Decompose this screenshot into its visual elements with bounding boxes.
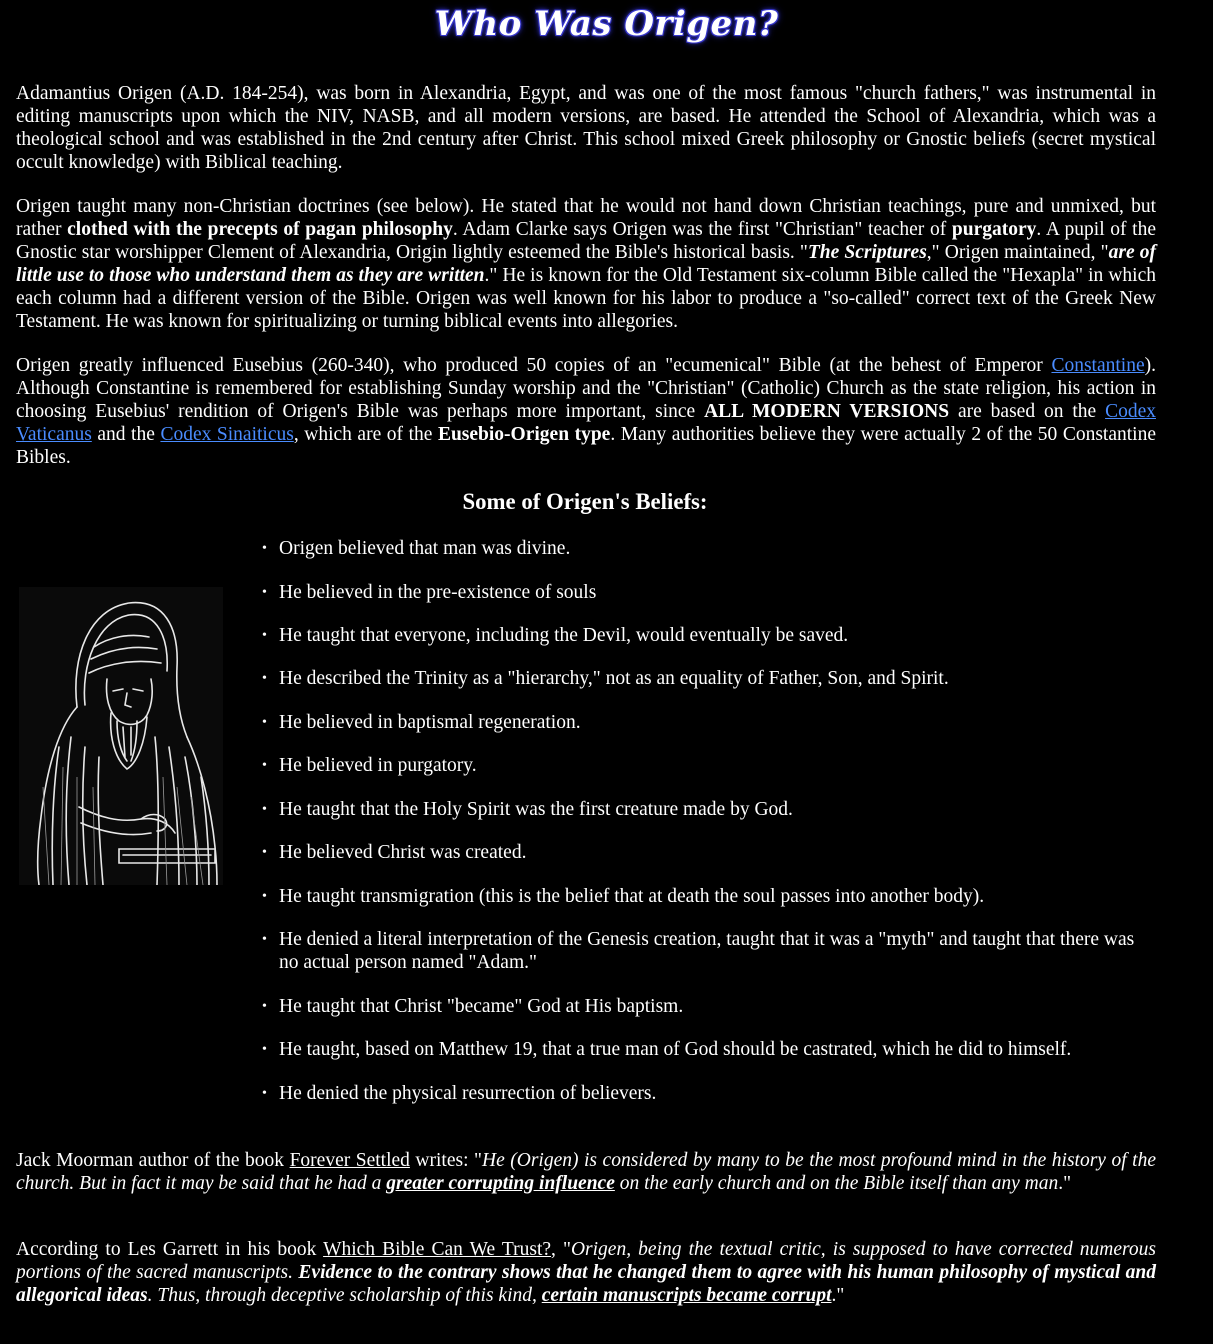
garrett-quote-paragraph xyxy=(16,1238,1156,1307)
bold-italic-phrase: are of little use to those who understand them as they are written xyxy=(16,242,1156,286)
list-item xyxy=(262,1082,1157,1112)
codex-vaticanus-link[interactable]: Codex Vaticanus xyxy=(16,401,1156,445)
list-item xyxy=(262,667,1157,711)
list-item xyxy=(262,581,1157,624)
text-span: ." xyxy=(1058,1173,1072,1194)
intro-paragraph-doctrines xyxy=(16,195,1156,333)
belief-text: Origen believed that man was divine. xyxy=(279,538,571,559)
list-item xyxy=(262,537,1157,581)
bullet: • xyxy=(262,845,267,860)
text-span: . Many authorities believe they were actually 2 of the 50 Constantine Bibles. xyxy=(16,424,1156,468)
book-title-which-bible: Which Bible Can We Trust? xyxy=(323,1239,552,1260)
text-span: are based on the xyxy=(949,401,1106,422)
codex-sinaiticus-link[interactable]: Codex Sinaiticus xyxy=(160,424,294,445)
text-span: . Adam Clarke says Origen was the first "Christian" teacher of xyxy=(452,219,952,240)
bold-italic-underlined-phrase: certain manuscripts became corrupt xyxy=(541,1285,832,1306)
beliefs-heading: Some of Origen's Beliefs: xyxy=(462,489,708,514)
belief-text: He believed in purgatory. xyxy=(279,755,477,776)
text-span: , " xyxy=(551,1239,571,1260)
bullet: • xyxy=(262,1042,267,1057)
text-span: Origen taught many non-Christian doctrines (see below). He stated that he would not hand down Christian teachings, pure and unmixed, but rather xyxy=(16,196,1156,240)
bold-phrase: ALL MODERN VERSIONS xyxy=(704,401,950,422)
text-span: Origen greatly influenced Eusebius (260-340), who produced 50 copies of an "ecumenical" Bible (at the behest of Emperor xyxy=(16,355,1052,376)
beliefs-list xyxy=(262,537,1157,1112)
belief-text: He taught, based on Matthew 19, that a true man of God should be castrated, which he did to himself. xyxy=(279,1039,1072,1060)
list-item xyxy=(262,798,1157,841)
origen-portrait-image xyxy=(19,587,223,885)
belief-text: He taught that everyone, including the Devil, would eventually be saved. xyxy=(279,625,849,646)
list-item xyxy=(262,928,1157,995)
list-item xyxy=(262,1038,1157,1082)
bullet: • xyxy=(262,889,267,904)
text-span: . A pupil of the Gnostic star worshipper Clement of Alexandria, Origin lightly esteemed the Bible's historical basis. " xyxy=(16,219,1157,263)
text-span: ," Origen maintained, " xyxy=(926,242,1109,263)
italic-quote: He (Origen) is considered by many to be the most profound mind in the history of the church. But in fact it may be said that he had a xyxy=(16,1150,1156,1194)
italic-quote: . Thus, through deceptive scholarship of this kind, xyxy=(147,1285,542,1306)
text-span: , which are of the xyxy=(293,424,438,445)
bold-phrase: purgatory xyxy=(951,219,1037,240)
belief-text: He believed in the pre-existence of souls xyxy=(279,582,597,603)
list-item xyxy=(262,754,1157,798)
belief-text: He denied a literal interpretation of the Genesis creation, taught that it was a "myth" and taught that there was no actual person named "Adam." xyxy=(279,929,1135,973)
book-title-forever-settled: Forever Settled xyxy=(289,1150,410,1171)
bullet: • xyxy=(262,802,267,817)
belief-text: He believed Christ was created. xyxy=(279,842,527,863)
intro-paragraph-eusebius xyxy=(16,354,1156,469)
italic-quote: on the early church and on the Bible itself than any man xyxy=(614,1173,1059,1194)
list-item xyxy=(262,995,1157,1038)
constantine-link[interactable]: Constantine xyxy=(1051,355,1145,376)
bullet: • xyxy=(262,628,267,643)
bullet: • xyxy=(262,758,267,773)
belief-text: He believed in baptismal regeneration. xyxy=(279,712,581,733)
belief-text: He described the Trinity as a "hierarchy," not as an equality of Father, Son, and Spirit. xyxy=(279,668,949,689)
bullet: • xyxy=(262,1086,267,1101)
text-span: Jack Moorman author of the book xyxy=(16,1150,290,1171)
belief-text: He denied the physical resurrection of believers. xyxy=(279,1083,657,1104)
portrait-engraving xyxy=(19,587,223,885)
belief-text: He taught transmigration (this is the belief that at death the soul passes into another body). xyxy=(279,886,985,907)
bullet: • xyxy=(262,715,267,730)
title-area xyxy=(0,0,1213,52)
bullet: • xyxy=(262,541,267,556)
intro-paragraph-origen-bio: Adamantius Origen (A.D. 184-254), was born in Alexandria, Egypt, and was one of the most famous "church fathers," was instrumental in editing manuscripts upon which the NIV, NASB, and all modern versions, are based. He attended the School of Alexandria, which was a theological school and was established in the 2nd century after Christ. This school mixed Greek philosophy or Gnostic beliefs (secret mystical occult knowledge) with Biblical teaching. xyxy=(16,83,1156,173)
italic-quote: Origen, being the textual critic, is supposed to have corrected numerous portions of the sacred manuscripts. xyxy=(16,1239,1156,1283)
text-span: ). Although Constantine is remembered for establishing Sunday worship and the "Christian" (Catholic) Church as the state religion, his action in choosing Eusebius' rendition of Origen's Bible was perhaps more important, since xyxy=(16,355,1156,422)
bold-italic-phrase: Evidence to the contrary shows that he changed them to agree with his human philosophy of mystical and allegorical ideas xyxy=(16,1262,1156,1306)
list-item xyxy=(262,624,1157,667)
text-span: According to Les Garrett in his book xyxy=(16,1239,324,1260)
list-item xyxy=(262,841,1157,885)
text-span: ." xyxy=(831,1285,845,1306)
page-title: Who Was Origen? xyxy=(434,4,779,44)
bold-phrase: clothed with the precepts of pagan philosophy xyxy=(67,219,453,240)
bullet: • xyxy=(262,585,267,600)
moorman-quote-paragraph xyxy=(16,1149,1156,1195)
bullet: • xyxy=(262,932,267,947)
bold-italic-phrase: The Scriptures xyxy=(807,242,927,263)
bold-italic-underlined-phrase: greater corrupting influence xyxy=(386,1173,615,1194)
list-item xyxy=(262,885,1157,928)
bold-phrase: Eusebio-Origen type xyxy=(437,424,611,445)
bullet: • xyxy=(262,671,267,686)
list-item xyxy=(262,711,1157,754)
text-span: and the xyxy=(91,424,161,445)
text-span: ." He is known for the Old Testament six-column Bible called the "Hexapla" in which each column had a different version of the Bible. Origen was well known for his labor to produce a "so-called" correct text of the Greek New Testament. He was known for spiritualizing or turning biblical events into allegories. xyxy=(16,265,1156,332)
bullet: • xyxy=(262,999,267,1014)
belief-text: He taught that the Holy Spirit was the first creature made by God. xyxy=(279,799,793,820)
belief-text: He taught that Christ "became" God at His baptism. xyxy=(279,996,684,1017)
text-span: writes: " xyxy=(409,1150,482,1171)
